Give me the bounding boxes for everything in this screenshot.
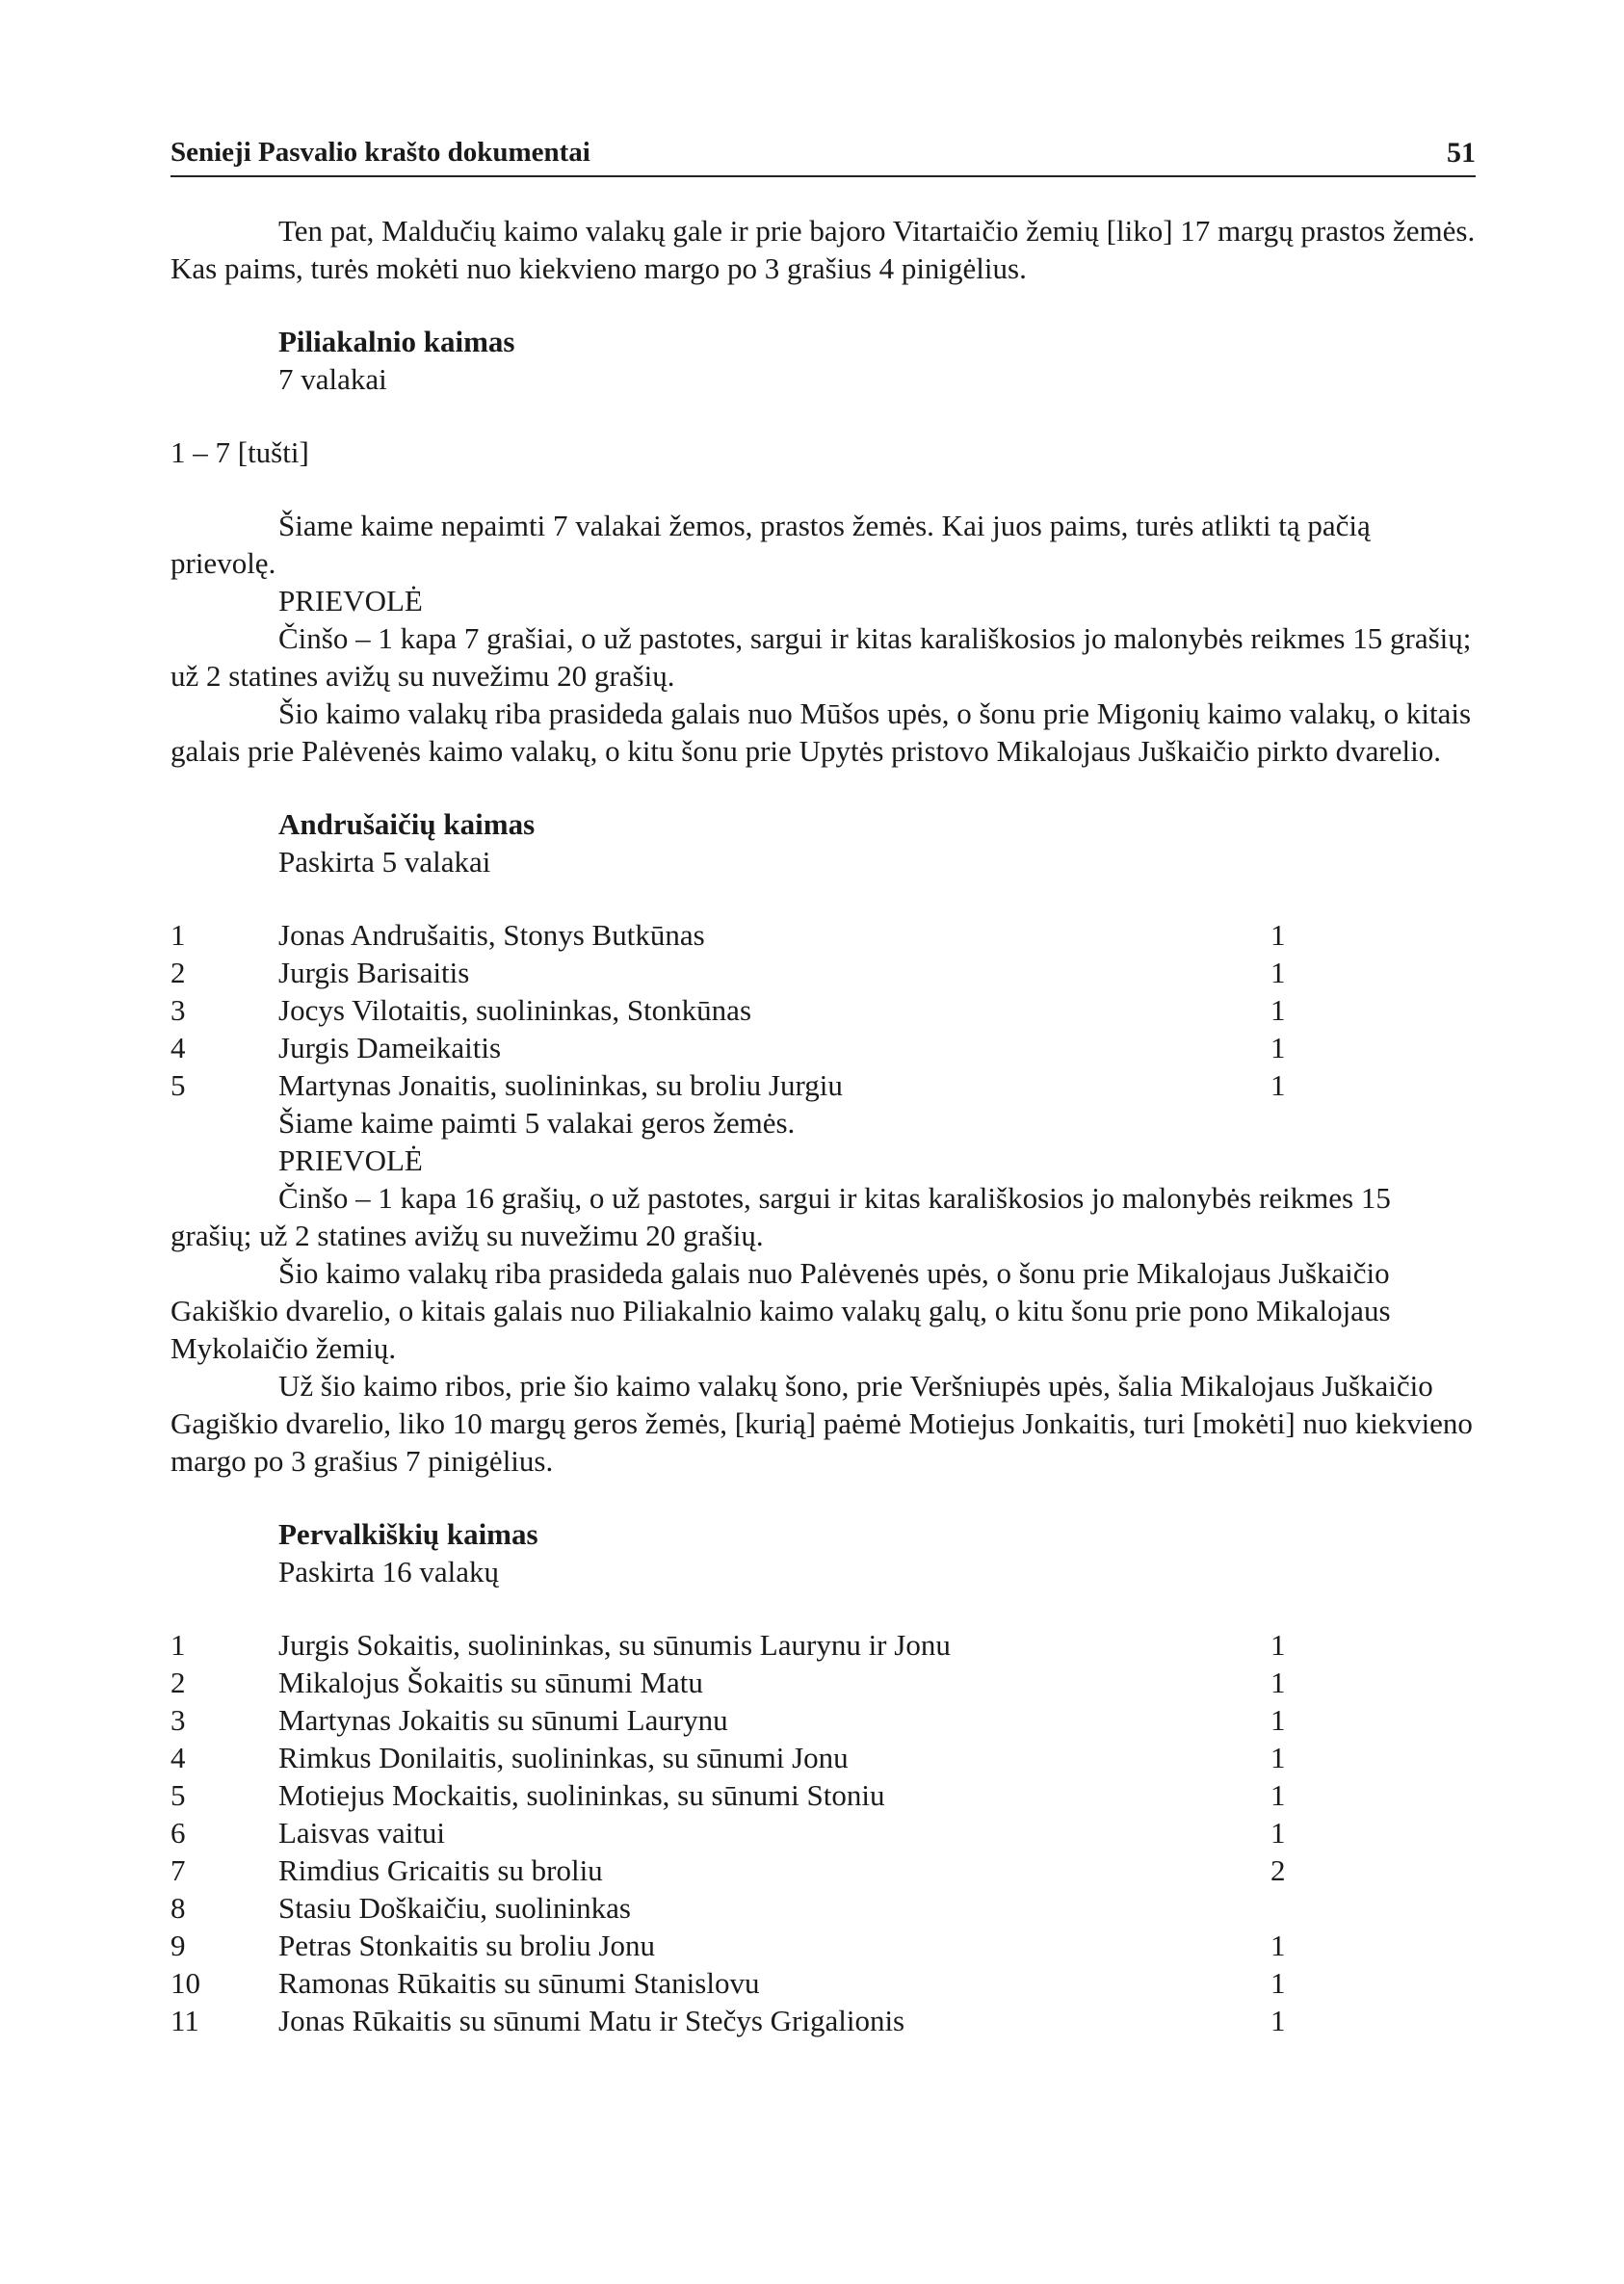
row-value: 1 xyxy=(1270,1778,1286,1812)
duty-heading: PRIEVOLĖ xyxy=(278,584,423,617)
row-number: 2 xyxy=(170,1666,186,1699)
row-value: 1 xyxy=(1270,993,1286,1027)
list-row xyxy=(170,1739,1476,1776)
andrusaiciai-list xyxy=(170,916,1476,1104)
list-row xyxy=(170,954,1476,991)
row-value: 1 xyxy=(1270,1929,1286,1962)
row-value: 1 xyxy=(1270,956,1286,989)
empty-range: 1 – 7 [tušti] xyxy=(170,435,309,469)
row-value: 1 xyxy=(1270,1031,1286,1064)
row-name: Rimkus Donilaitis, suolininkas, su sūnumi Jonu xyxy=(278,1741,849,1774)
list-row xyxy=(170,1664,1476,1701)
row-number: 1 xyxy=(170,918,186,952)
row-name: Jurgis Barisaitis xyxy=(278,956,470,989)
row-name: Jurgis Dameikaitis xyxy=(278,1031,502,1064)
row-name: Motiejus Mockaitis, suolininkas, su sūnumi Stoniu xyxy=(278,1778,885,1812)
row-name: Laisvas vaitui xyxy=(278,1816,446,1850)
list-row xyxy=(170,1927,1476,1964)
document-page xyxy=(170,123,1476,2039)
row-number: 7 xyxy=(170,1853,186,1887)
row-name: Stasiu Doškaičiu, suolininkas xyxy=(278,1891,631,1925)
running-header xyxy=(170,123,1476,177)
row-number: 1 xyxy=(170,1628,186,1662)
book-title: Senieji Pasvalio krašto dokumentai xyxy=(170,137,590,168)
section-title-piliakalnis: Piliakalnio kaimas xyxy=(278,325,515,358)
row-name: Jurgis Sokaitis, suolininkas, su sūnumis Laurynu ir Jonu xyxy=(278,1628,951,1662)
row-value: 1 xyxy=(1270,1741,1286,1774)
paragraph: Už šio kaimo ribos, prie šio kaimo valakų šono, prie Veršniupės upės, šalia Mikalojaus Juškaičio Gagiškio dvarelio, liko 10 margų geros žemės, [kurią] paėmė Motiejus Jonkaitis, turi [mokėti] nuo kiekvieno margo po 3 grašius 7 pinigėlius. xyxy=(170,1369,1473,1478)
list-row xyxy=(170,991,1476,1029)
section-subtitle-piliakalnis: 7 valakai xyxy=(278,362,387,396)
row-value xyxy=(1270,1889,1328,1927)
row-number: 9 xyxy=(170,1929,186,1962)
row-number: 4 xyxy=(170,1741,186,1774)
row-value: 1 xyxy=(1270,1816,1286,1850)
list-row xyxy=(170,1964,1476,2002)
row-name: Petras Stonkaitis su broliu Jonu xyxy=(278,1929,655,1962)
row-number: 3 xyxy=(170,993,186,1027)
section-subtitle-andrusaiciai: Paskirta 5 valakai xyxy=(278,845,491,879)
row-name: Mikalojus Šokaitis su sūnumi Matu xyxy=(278,1666,703,1699)
paragraph: Činšo – 1 kapa 16 grašių, o už pastotes, sargui ir kitas karališkosios jo malonybės reikmes 15 grašių; už 2 statines avižų su nuvežimu 20 grašių. xyxy=(170,1181,1391,1252)
pervalkiskiai-list xyxy=(170,1626,1476,2039)
section-subtitle-pervalkiskiai: Paskirta 16 valakų xyxy=(278,1555,500,1588)
row-name: Jonas Rūkaitis su sūnumi Matu ir Stečys Grigalionis xyxy=(278,2004,905,2037)
paragraph: Činšo – 1 kapa 7 grašiai, o už pastotes, sargui ir kitas karališkosios jo malonybės reikmes 15 grašių; už 2 statines avižų su nuvežimu 20 grašių. xyxy=(170,621,1472,693)
row-number: 3 xyxy=(170,1703,186,1737)
row-value: 1 xyxy=(1270,1703,1286,1737)
paragraph: Šio kaimo valakų riba prasideda galais nuo Mūšos upės, o šonu prie Migonių kaimo valakų, o kitais galais prie Palėvenės kaimo valakų, o kitu šonu prie Upytės pristovo Mikalojaus Juškaičio pirkto dvarelio. xyxy=(170,696,1472,768)
list-row xyxy=(170,916,1476,954)
row-number: 6 xyxy=(170,1816,186,1850)
paragraph: Šio kaimo valakų riba prasideda galais nuo Palėvenės upės, o šonu prie Mikalojaus Juškaičio Gakiškio dvarelio, o kitais galais nuo Piliakalnio kaimo valakų galų, o kitu šonu prie pono Mikalojaus Mykolaičio žemių. xyxy=(170,1256,1391,1365)
row-value: 1 xyxy=(1270,918,1286,952)
intro-paragraph: Ten pat, Maldučių kaimo valakų gale ir prie bajoro Vitartaičio žemių [liko] 17 margų prastos žemės. Kas paims, turės mokėti nuo kiekvieno margo po 3 grašius 4 pinigėlius. xyxy=(170,214,1476,285)
row-name: Ramonas Rūkaitis su sūnumi Stanislovu xyxy=(278,1966,760,2000)
row-name: Jonas Andrušaitis, Stonys Butkūnas xyxy=(278,918,705,952)
row-number: 5 xyxy=(170,1778,186,1812)
list-row xyxy=(170,1776,1476,1814)
paragraph: Šiame kaime nepaimti 7 valakai žemos, prastos žemės. Kai juos paims, turės atlikti tą pačią prievolę. xyxy=(170,509,1371,580)
page-content xyxy=(170,177,1476,2039)
row-value: 1 xyxy=(1270,1068,1286,1102)
row-number: 10 xyxy=(170,1966,200,2000)
row-name: Rimdius Gricaitis su broliu xyxy=(278,1853,603,1887)
row-value: 1 xyxy=(1270,1628,1286,1662)
paragraph: Šiame kaime paimti 5 valakai geros žemės. xyxy=(278,1106,796,1140)
row-number: 5 xyxy=(170,1068,186,1102)
page-number: 51 xyxy=(1447,137,1476,169)
list-row xyxy=(170,1889,1476,1927)
row-name: Martynas Jonaitis, suolininkas, su broliu Jurgiu xyxy=(278,1068,843,1102)
section-title-andrusaiciai: Andrušaičių kaimas xyxy=(278,807,536,841)
row-value: 1 xyxy=(1270,1966,1286,2000)
list-row xyxy=(170,2002,1476,2039)
row-value: 1 xyxy=(1270,1666,1286,1699)
row-number: 2 xyxy=(170,956,186,989)
row-number: 8 xyxy=(170,1891,186,1925)
list-row xyxy=(170,1029,1476,1066)
list-row xyxy=(170,1851,1476,1889)
list-row xyxy=(170,1814,1476,1851)
duty-heading: PRIEVOLĖ xyxy=(278,1143,423,1177)
list-row xyxy=(170,1626,1476,1664)
list-row xyxy=(170,1066,1476,1104)
row-name: Jocys Vilotaitis, suolininkas, Stonkūnas xyxy=(278,993,752,1027)
row-number: 4 xyxy=(170,1031,186,1064)
row-value: 1 xyxy=(1270,2004,1286,2037)
row-value: 2 xyxy=(1270,1853,1286,1887)
section-title-pervalkiskiai: Pervalkiškių kaimas xyxy=(278,1517,538,1551)
row-number: 11 xyxy=(170,2004,199,2037)
row-name: Martynas Jokaitis su sūnumi Laurynu xyxy=(278,1703,728,1737)
list-row xyxy=(170,1701,1476,1739)
